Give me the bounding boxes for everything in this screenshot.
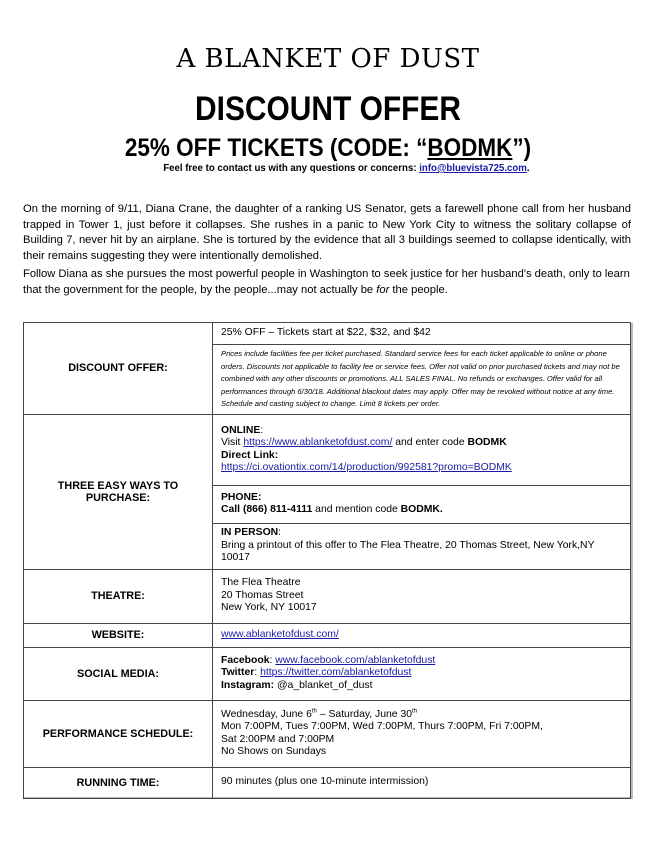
website-value bbox=[213, 623, 631, 647]
show-title: A BLANKET OF DUST bbox=[176, 44, 480, 74]
phone-heading: PHONE: bbox=[221, 491, 262, 503]
theatre-city: New York, NY 10017 bbox=[221, 602, 317, 614]
schedule-end: – Saturday, June 30 bbox=[316, 708, 413, 720]
running-time-label: RUNNING TIME: bbox=[24, 767, 213, 798]
discount-subhead bbox=[33, 134, 623, 163]
instagram-label: Instagram: bbox=[221, 679, 275, 691]
facebook-link[interactable]: www.facebook.com/ablanketofdust bbox=[275, 654, 436, 666]
in-person-colon: : bbox=[278, 527, 282, 539]
subhead-prefix: 25% OFF TICKETS (CODE: “ bbox=[124, 134, 428, 162]
schedule-saturday: Sat 2:00PM and 7:00PM bbox=[221, 733, 335, 745]
schedule-label: PERFORMANCE SCHEDULE: bbox=[24, 700, 213, 767]
online-promo-code: BODMK bbox=[467, 437, 507, 448]
schedule-value bbox=[213, 700, 631, 767]
purchase-phone bbox=[213, 485, 631, 523]
purchase-label: THREE EASY WAYS TO PURCHASE: bbox=[24, 414, 213, 569]
schedule-start-sup: th bbox=[311, 708, 317, 715]
running-time-row bbox=[24, 767, 631, 798]
discount-label: DISCOUNT OFFER: bbox=[24, 323, 213, 415]
theatre-label: THEATRE: bbox=[24, 569, 213, 623]
schedule-start: Wednesday, June 6 bbox=[221, 708, 312, 720]
offer-details-table bbox=[23, 322, 631, 799]
promo-code: BODMK bbox=[427, 134, 513, 162]
theatre-address bbox=[213, 569, 631, 623]
theatre-street: 20 Thomas Street bbox=[221, 589, 304, 601]
schedule-end-sup: th bbox=[412, 708, 418, 715]
running-time-value: 90 minutes (plus one 10-minute intermission) bbox=[213, 767, 631, 798]
table-shadow-right bbox=[631, 323, 633, 797]
discount-row bbox=[24, 323, 631, 345]
synopsis-paragraph-1: On the morning of 9/11, Diana Crane, the daughter of a ranking US Senator, gets a farewell phone call from her husband trapped in Tower 1, just before it collapses. She rushes in a panic to New York City to witness the solitary collapse of Building 7, never hit by an airplane. She is tortured by the evidence that all 3 buildings seemed to collapse identically, with their remains suggesting they were intentionally demolished. bbox=[23, 203, 631, 262]
direct-link-label: Direct Link: bbox=[221, 449, 279, 461]
phone-mention-text: and mention code bbox=[312, 504, 401, 515]
discount-headline: 25% OFF – Tickets start at $22, $32, and $42 bbox=[213, 323, 631, 345]
synopsis-p2-start: Follow Diana as she pursues the most powerful people in Washington to seek justice for her husband's death, only to learn that the government for the people, by the people...may not actually be bbox=[23, 268, 630, 296]
phone-promo-code: BODMK. bbox=[400, 504, 443, 515]
website-link[interactable]: www.ablanketofdust.com/ bbox=[221, 628, 339, 640]
subhead-suffix: ”) bbox=[512, 134, 532, 162]
online-site-link[interactable]: https://www.ablanketofdust.com/ bbox=[243, 437, 393, 448]
purchase-online bbox=[213, 414, 631, 485]
twitter-label: Twitter bbox=[221, 667, 255, 679]
contact-period: . bbox=[526, 162, 530, 174]
online-enter-code-text: and enter code bbox=[392, 437, 468, 448]
instagram-handle: @a_blanket_of_dust bbox=[274, 679, 373, 691]
contact-text: Feel free to contact us with any questions or concerns: bbox=[163, 162, 420, 174]
facebook-label: Facebook bbox=[221, 654, 270, 666]
synopsis-paragraph-2 bbox=[23, 267, 631, 298]
in-person-text: Bring a printout of this offer to The Flea Theatre, 20 Thomas Street, New York,NY 10017 bbox=[221, 539, 595, 564]
synopsis-p2-end: the people. bbox=[389, 283, 448, 296]
theatre-row bbox=[24, 569, 631, 623]
social-media-label: SOCIAL MEDIA: bbox=[24, 647, 213, 700]
twitter-link[interactable]: https://twitter.com/ablanketofdust bbox=[260, 667, 412, 679]
schedule-row bbox=[24, 700, 631, 767]
page-headline: DISCOUNT OFFER bbox=[195, 90, 461, 128]
in-person-heading: IN PERSON bbox=[221, 527, 279, 539]
online-colon: : bbox=[260, 424, 264, 436]
online-heading: ONLINE bbox=[221, 424, 261, 436]
contact-line bbox=[26, 162, 630, 174]
schedule-weekdays: Mon 7:00PM, Tues 7:00PM, Wed 7:00PM, Thurs 7:00PM, Fri 7:00PM, bbox=[221, 721, 543, 732]
website-label: WEBSITE: bbox=[24, 623, 213, 647]
discount-fine-print: Prices include facilities fee per ticket purchased. Standard service fees for each ticket applicable to online or phone orders. Discounts not applicable to facility fee or service fees. Offer not valid on prior purchased tickets and may not be combined with any other discounts or promotions. ALL SALES FINAL. No refunds or exchanges. Offer valid for all performances through 6/30/18. Additional blackout dates may apply. Offer may be revoked without notice at any time. Schedule and casting subject to change. Limit 8 tickets per order. bbox=[213, 345, 631, 415]
social-media-row bbox=[24, 647, 631, 700]
phone-number: Call (866) 811-4111 bbox=[221, 504, 313, 515]
synopsis-p2-emphasis: for bbox=[376, 283, 390, 296]
website-row bbox=[24, 623, 631, 647]
social-media-value: Facebook: www.facebook.com/ablanketofdust Twitter: https://twitter.com/ablanketofdust Instagram: @a_blanket_of_dust bbox=[213, 647, 631, 700]
theatre-name: The Flea Theatre bbox=[221, 577, 301, 589]
online-visit-text: Visit bbox=[221, 437, 244, 448]
schedule-sunday: No Shows on Sundays bbox=[221, 746, 327, 757]
purchase-online-row bbox=[24, 414, 631, 485]
purchase-in-person bbox=[213, 523, 631, 569]
contact-email-link[interactable]: info@bluevista725.com bbox=[419, 162, 527, 174]
direct-purchase-link[interactable]: https://ci.ovationtix.com/14/production/992581?promo=BODMK bbox=[221, 462, 512, 473]
